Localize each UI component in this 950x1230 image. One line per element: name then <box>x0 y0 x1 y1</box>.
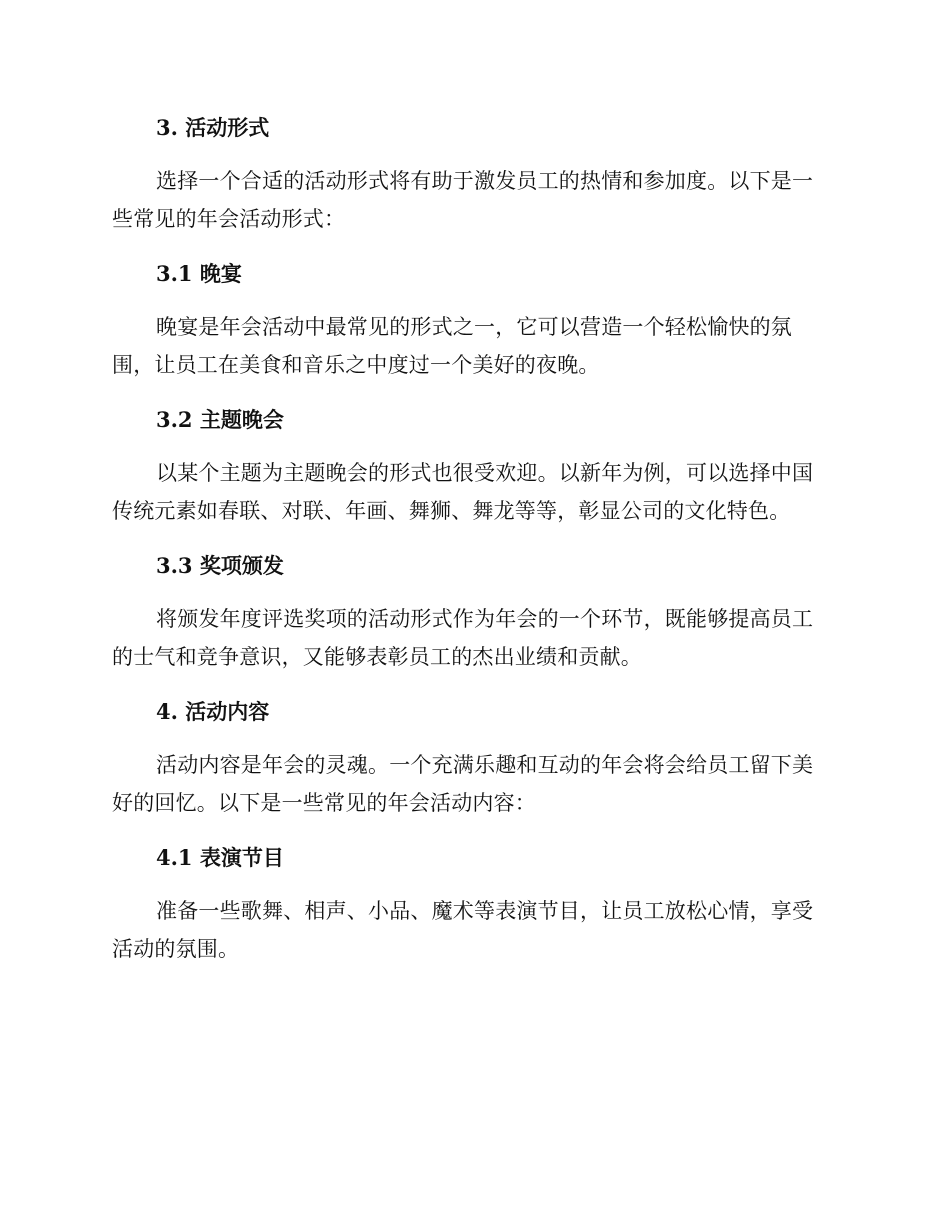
paragraph-theme-party: 以某个主题为主题晚会的形式也很受欢迎。以新年为例，可以选择中国传统元素如春联、对联、年画、舞狮、舞龙等等，彰显公司的文化特色。 <box>112 461 814 523</box>
document-page <box>112 108 832 968</box>
section-heading-3-2: 3.2 主题晚会 <box>156 407 284 432</box>
section-heading-3-3: 3.3 奖项颁发 <box>156 553 284 578</box>
paragraph-performances: 准备一些歌舞、相声、小品、魔术等表演节目，让员工放松心情，享受活动的氛围。 <box>112 899 814 961</box>
paragraph-activity-form-intro: 选择一个合适的活动形式将有助于激发员工的热情和参加度。以下是一些常见的年会活动形式： <box>112 169 814 231</box>
paragraph-awards: 将颁发年度评选奖项的活动形式作为年会的一个环节，既能够提高员工的士气和竞争意识，又能够表彰员工的杰出业绩和贡献。 <box>112 607 814 669</box>
paragraph-banquet: 晚宴是年会活动中最常见的形式之一，它可以营造一个轻松愉快的氛围，让员工在美食和音乐之中度过一个美好的夜晚。 <box>112 315 792 377</box>
section-heading-4: 4. 活动内容 <box>156 699 270 724</box>
section-heading-3: 3. 活动形式 <box>156 115 270 140</box>
section-heading-4-1: 4.1 表演节目 <box>156 845 284 870</box>
paragraph-activity-content-intro: 活动内容是年会的灵魂。一个充满乐趣和互动的年会将会给员工留下美好的回忆。以下是一些常见的年会活动内容： <box>112 753 814 815</box>
section-heading-3-1: 3.1 晚宴 <box>156 261 242 286</box>
